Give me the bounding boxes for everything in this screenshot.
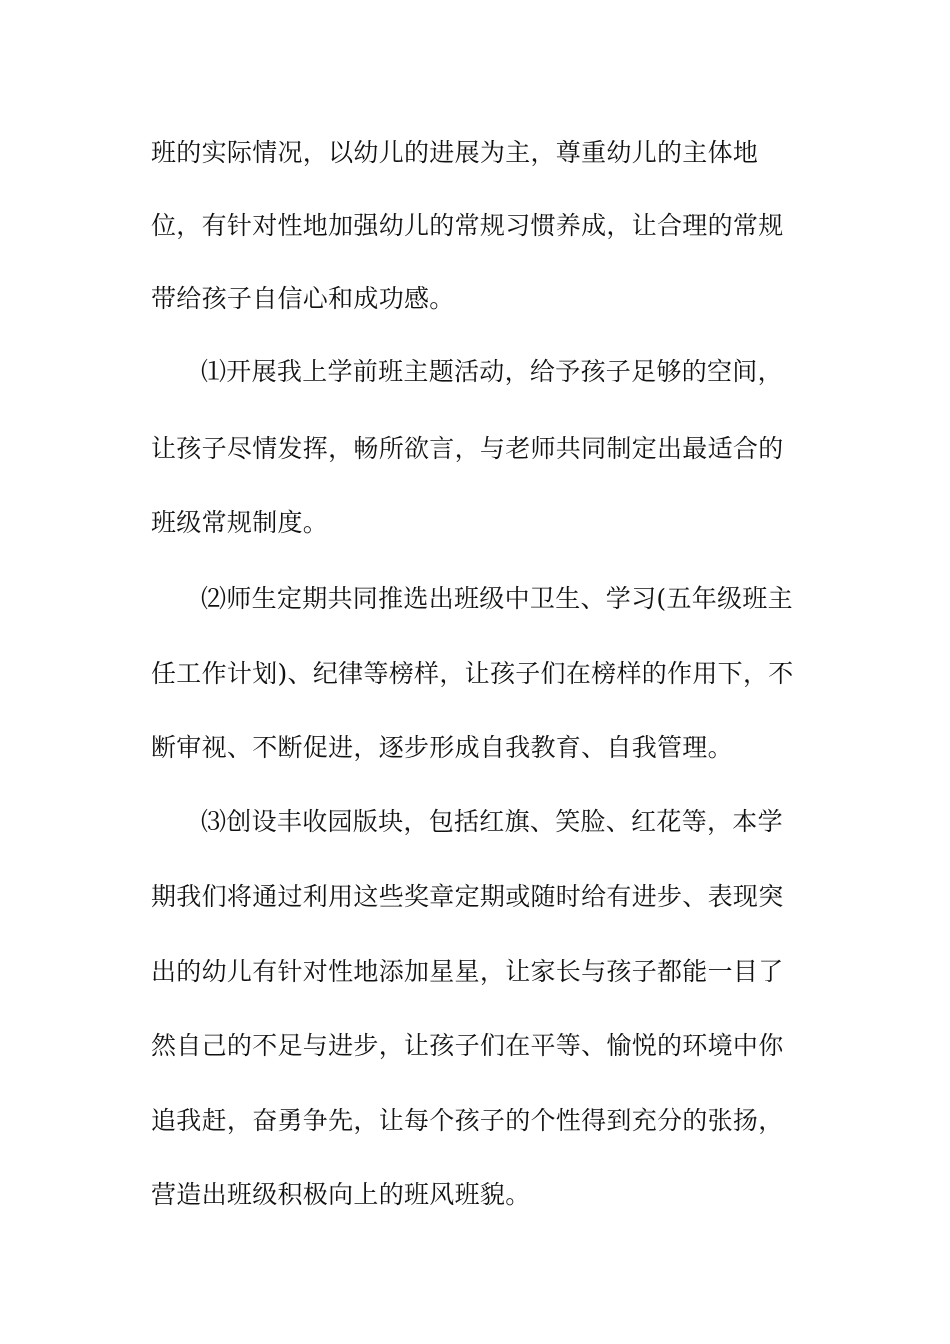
text-line-15: 营造出班级积极向上的班风班貌。 [151, 1180, 531, 1209]
text-line-1: 班的实际情况，以幼儿的进展为主，尊重幼儿的主体地 [151, 138, 759, 167]
text-line-13: 然自己的不足与进步，让孩子们在平等、愉悦的环境中你 [151, 1031, 784, 1060]
text-line-3: 带给孩子自信心和成功感。 [151, 284, 455, 313]
text-line-6: 班级常规制度。 [151, 508, 329, 537]
text-line-7: ⑵师生定期共同推选出班级中卫生、学习(五年级班主 [201, 584, 793, 613]
text-line-4: ⑴开展我上学前班主题活动，给予孩子足够的空间， [201, 357, 783, 386]
text-line-12: 出的幼儿有针对性地添加星星，让家长与孩子都能一目了 [151, 957, 784, 986]
text-line-14: 追我赶，奋勇争先，让每个孩子的个性得到充分的张扬， [151, 1106, 784, 1135]
text-line-11: 期我们将通过利用这些奖章定期或随时给有进步、表现突 [151, 882, 784, 911]
text-line-8: 任工作计划)、纪律等榜样，让孩子们在榜样的作用下，不 [151, 659, 794, 688]
text-line-9: 断审视、不断促进，逐步形成自我教育、自我管理。 [151, 733, 733, 762]
text-line-10: ⑶创设丰收园版块，包括红旗、笑脸、红花等，本学 [201, 807, 783, 836]
text-line-2: 位，有针对性地加强幼儿的常规习惯养成，让合理的常规 [151, 211, 784, 240]
text-line-5: 让孩子尽情发挥，畅所欲言，与老师共同制定出最适合的 [151, 434, 784, 463]
